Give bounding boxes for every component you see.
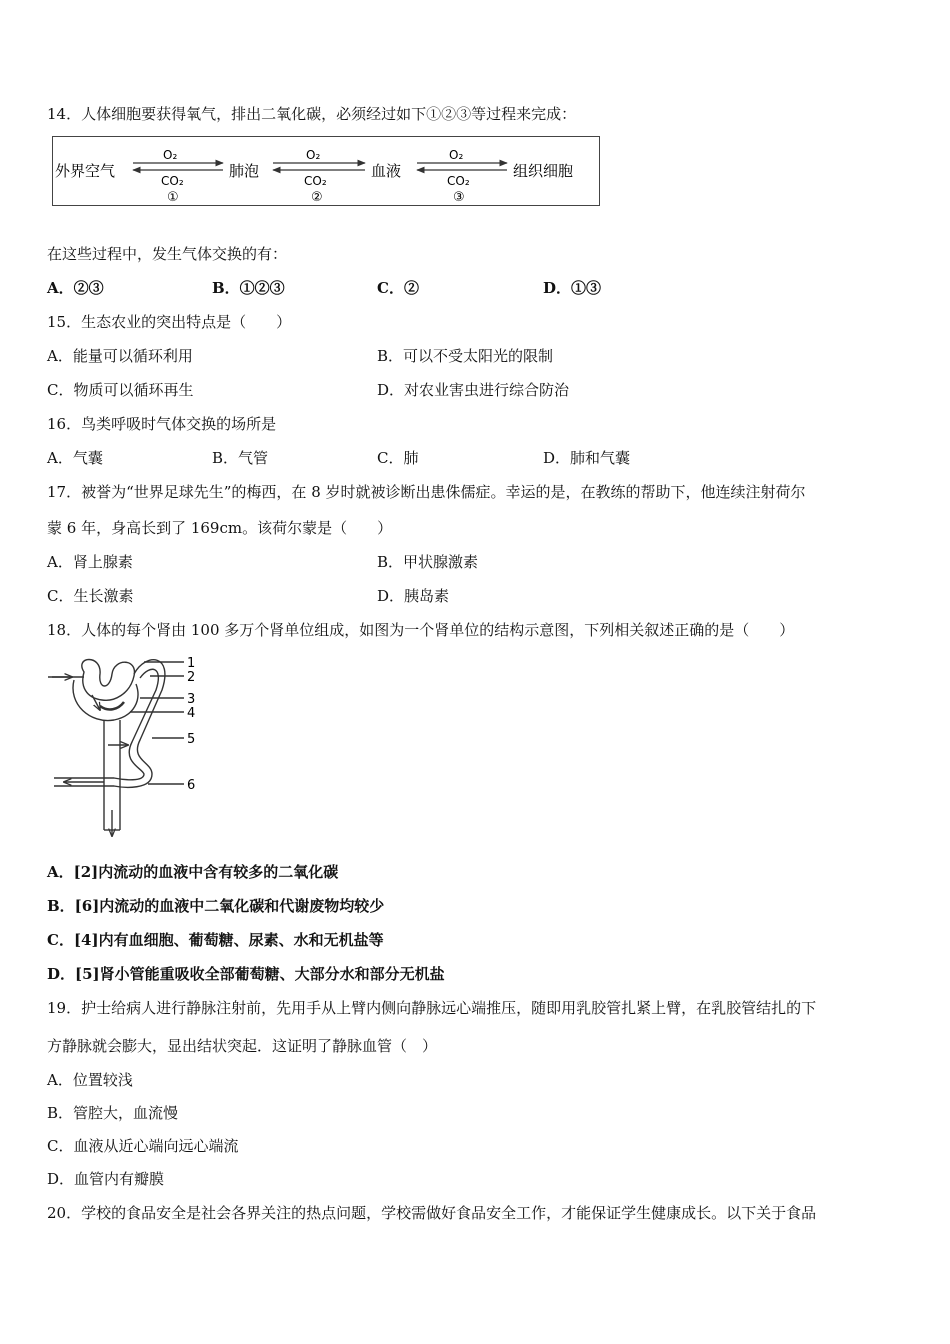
- q14-option-d: D．①③: [543, 279, 602, 297]
- co2-label-3: CO₂: [447, 174, 470, 188]
- label-2: 2: [187, 670, 196, 685]
- q15-option-d: D．对农业害虫进行综合防治: [377, 381, 570, 399]
- o2-label-2: O₂: [306, 148, 321, 162]
- label-5: 5: [187, 732, 196, 747]
- label-3: 3: [187, 692, 196, 707]
- tubule-outer: [54, 660, 165, 788]
- q14-option-a: A．②③: [47, 279, 104, 297]
- o2-label-3: O₂: [449, 148, 464, 162]
- q18-option-a: A．[2]内流动的血液中含有较多的二氧化碳: [47, 863, 339, 881]
- q17-option-c: C．生长激素: [47, 587, 134, 605]
- q19-stem-line1: 19．护士给病人进行静脉注射前，先用手从上臂内侧向静脉远心端推压，随即用乳胶管扎紧上臂，在乳胶管结扎的下: [47, 999, 817, 1017]
- q14-sub: 在这些过程中，发生气体交换的有：: [47, 245, 288, 263]
- step-3: ③: [453, 190, 465, 205]
- q18-option-d: D．[5]肾小管能重吸收全部葡萄糖、大部分水和部分无机盐: [47, 965, 445, 983]
- q19-stem-line2: 方静脉就会膨大，显出结状突起．这证明了静脉血管（ ）: [47, 1037, 438, 1055]
- q16-stem: 16．鸟类呼吸时气体交换的场所是: [47, 415, 277, 433]
- node-alveoli: 肺泡: [229, 162, 260, 180]
- node-blood: 血液: [371, 162, 402, 180]
- q20-stem: 20．学校的食品安全是社会各界关注的热点问题，学校需做好食品安全工作，才能保证学生健康成长。以下关于食品: [47, 1204, 817, 1222]
- q19-option-c: C．血液从近心端向远心端流: [47, 1137, 239, 1155]
- q14-stem: 14．人体细胞要获得氧气，排出二氧化碳，必须经过如下①②③等过程来完成：: [47, 105, 577, 123]
- o2-label-1: O₂: [163, 148, 178, 162]
- q17-option-b: B．甲状腺激素: [377, 553, 479, 571]
- q16-option-a: A．气囊: [47, 449, 103, 467]
- glomerulus: [82, 660, 135, 701]
- q18-option-b: B．[6]内流动的血液中二氧化碳和代谢废物均较少: [47, 897, 385, 915]
- q14-option-b: B．①②③: [212, 279, 285, 297]
- step-2: ②: [311, 190, 323, 205]
- q15-stem: 15．生态农业的突出特点是（ ）: [47, 313, 292, 331]
- q19-option-a: A．位置较浅: [47, 1071, 133, 1089]
- q17-option-a: A．肾上腺素: [47, 553, 133, 571]
- co2-label-2: CO₂: [304, 174, 327, 188]
- q15-option-c: C．物质可以循环再生: [47, 381, 194, 399]
- co2-label-1: CO₂: [161, 174, 184, 188]
- q16-option-b: B．气管: [212, 449, 269, 467]
- q17-option-d: D．胰岛素: [377, 587, 450, 605]
- label-1: 1: [187, 656, 196, 671]
- step-1: ①: [167, 190, 179, 205]
- q15-option-b: B．可以不受太阳光的限制: [377, 347, 554, 365]
- label-6: 6: [187, 778, 196, 793]
- q18-stem: 18．人体的每个肾由 100 多万个肾单位组成，如图为一个肾单位的结构示意图，下列相关叙述正确的是（ ）: [47, 621, 795, 639]
- node-tissue-cells: 组织细胞: [513, 162, 574, 180]
- nephron-diagram: [44, 650, 214, 844]
- q15-option-a: A．能量可以循环利用: [47, 347, 193, 365]
- gas-exchange-diagram: [52, 136, 600, 206]
- q17-stem-line2: 蒙 6 年，身高长到了 169cm。该荷尔蒙是（ ）: [47, 519, 393, 537]
- q18-option-c: C．[4]内有血细胞、葡萄糖、尿素、水和无机盐等: [47, 931, 384, 949]
- q17-stem-line1: 17．被誉为“世界足球先生”的梅西，在 8 岁时就被诊断出患侏儒症。幸运的是，在教练的帮助下，他连续注射荷尔: [47, 483, 806, 501]
- q16-option-c: C．肺: [377, 449, 419, 467]
- node-outside-air: 外界空气: [55, 162, 116, 180]
- q19-option-b: B．管腔大，血流慢: [47, 1104, 179, 1122]
- q19-option-d: D．血管内有瓣膜: [47, 1170, 165, 1188]
- q16-option-d: D．肺和气囊: [543, 449, 631, 467]
- q14-option-c: C．②: [377, 279, 419, 297]
- label-4: 4: [187, 706, 196, 721]
